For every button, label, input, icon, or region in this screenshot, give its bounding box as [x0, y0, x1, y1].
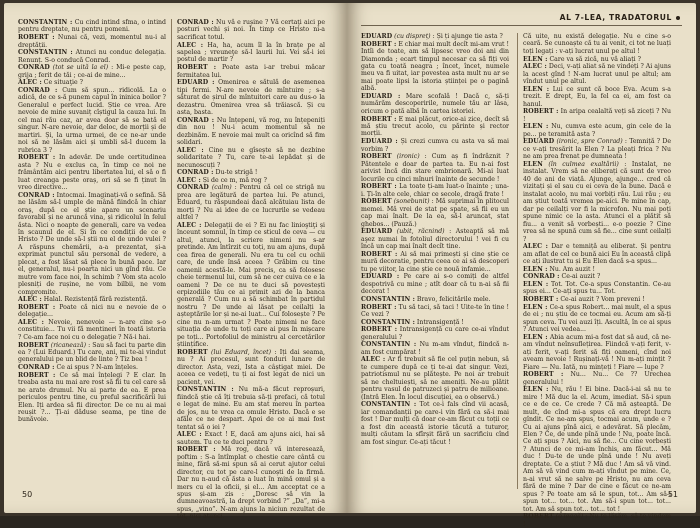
dialogue-text: Bravo, felicitările mele. [414, 295, 491, 303]
dialogue-line [18, 304, 166, 319]
dialogue-text: Poate că nici nu e nevoie de o delegație... [18, 303, 167, 319]
speaker-name: ALEC : [523, 63, 547, 71]
dialogue-text: Ai să mai primești și cine știe ce mură decoratie, pentru ceea ce ai să descoperi tu pe viitor, la cine știe ce nouă infamie... [361, 250, 509, 273]
dialogue-text: Și de ce m, mă rog ? [200, 176, 267, 184]
dialogue-line [361, 228, 509, 250]
dialogue-line [523, 63, 671, 85]
dialogue-line [177, 79, 325, 116]
dialogue-text: Nevoie, nenevoie — n-are cine s-o constituie... Tu vii fă mentineri în toată istoria ? Ce-am face noi cu o delegație ? Nă-i hai. [18, 319, 166, 341]
dialogue-line [177, 169, 325, 176]
header-rule [361, 25, 682, 26]
dialogue-text: : Asteaptă să mă aşez numai în fotoliul directorului ! vei fi cu încă un cap mai înalt decît tine. [361, 228, 509, 251]
dialogue-line [523, 304, 671, 334]
dialogue-text: Poate asta i-ar trebui măcar fermitatea lui. [177, 64, 325, 79]
speaker-name: ALEC : [523, 243, 549, 251]
speaker-name: CONSTANTIN : [361, 401, 417, 409]
dialogue-text: Exact ! E, dacă am ajuns aici, hai să sautem. Tu ce te duci pentru ? [177, 431, 325, 446]
dialogue-line [361, 198, 509, 228]
dialogue-line [523, 513, 671, 528]
dialogue-text: Că uite, nu există delegație. Nu e cine s-o ceară. Se cunoaște că tu ai venit, ci tot ne luați toți legați : v-ați lucrat unul pe altul ! [523, 33, 671, 55]
dialogue-line [18, 79, 166, 86]
dialogue-line [523, 371, 671, 386]
dialogue-text: Ce-ai auzit ? Vom preveni ! [558, 296, 645, 304]
speaker-name: ROBERT [18, 341, 49, 349]
speaker-name: CONRAD [177, 184, 209, 192]
speaker-name: ELEN : [523, 281, 549, 289]
dialogue-text: : Pentru că cel ce strigă nu prea are legătură de partea lui. Pe atunci, Eduard, tu răspundeai dacă alcătuiau lista de morți ? Nu ai idee de ce lucrurile se vedeau altfel ? [177, 184, 326, 222]
dialogue-line [523, 56, 671, 63]
dialogue-text: Ar fi trebuit să fie cel puțin nebun, să te cumpere după ce ți te-ai dat singur. Vezi, patriotismul nu se plătește. Pe noi ar trebuit să ne cheltuiești, să ne ameniți. Ne-au plătit pentru vasul de patruzeci și patru de milioane. (Intră Elen. În locul discuției, ea o observă.) [361, 356, 509, 401]
dialogue-line [177, 431, 325, 446]
speaker-name: CONSTANTIN : [361, 318, 415, 326]
dialogue-line [177, 64, 325, 79]
dialogue-line [18, 87, 166, 154]
dialogue-text: E mai plăcut, orice-ai zice, decît să mă știu trecut acolo, cu părinte și rector morții. [361, 115, 509, 138]
speaker-name: ROBERT : [523, 371, 564, 379]
dialogue-line [523, 86, 671, 108]
dialogue-text: La toate ți-am luat-o înainte ; una-i. Ți-în alte cele, chiar ce secole, dragă frate ! [361, 183, 509, 198]
bullet-icon [676, 16, 680, 20]
dialogue-text: Atunci nu conduc delegația. Renunț. S-o conducă Conrad. [18, 49, 167, 64]
stage-direction: (lui Eduard, încet) [207, 348, 272, 356]
dialogue-line [523, 108, 671, 123]
dialogue-text: In adevăr. De unde certitudinea asta ? Nu e exclus ca, în timp ce noi ne frământăm aici pentru libertatea lui, el să o fi luat creanga peste oraș, ori să se fi ținut în vreo directive... [18, 154, 167, 192]
dialogue-text: Deci, v-ați aliat să ne vindeți ? Ai ajuns la acest gînd ! N-am lucrat unul pe altul; am vîndut unul pe altul. [523, 63, 671, 86]
dialogue-text: Mă rog, dacă vă interesează, poftim : S-a întîmplat o chestie care cântă cu mine, fără să-mi spun să ai cerut ajutor celui director, cu tot pe care-l cunoști de la firmă. Dar nu n-aud că ăsta a luat în mină omul și a mers cu el la oficii, și el... Am acceptat ce a spus și-am zis : „Doresc să vin la dumneavoastră, la drept vorbind ?” „Da”, mi-a spus, „vino”. N-am ajuns la niciun rezultat de tot, nici atunci. [177, 446, 325, 521]
speaker-name: ELEN [523, 161, 543, 169]
speaker-name: ELEN : [523, 333, 548, 341]
dialogue-text: Lui ce sunt că boce Eva. Acum s-a trezit. E drept, Eu, la fel ca ei, am fost ca hanul. [523, 85, 671, 108]
dialogue-line [18, 34, 166, 49]
dialogue-text: Nu vă e rușine ? Vă certaţi aici pe posturi vechi și noi. În timp ce Hristo ni-a sacrificat totul. [177, 19, 325, 41]
dialogue-line [361, 356, 509, 401]
dialogue-text: : Mi-e peste cap, grija ; ferit de tăi ; ce-ai de mine... [18, 64, 166, 79]
speaker-name: ROBERT : [361, 183, 397, 191]
speaker-name: ALEC : [18, 296, 42, 304]
column-divider [171, 19, 172, 489]
speaker-name: ELEN : [523, 123, 549, 131]
dialogue-text: Tu să taci, să taci ! Uite-te în tine ! Ce vezi ? [361, 303, 509, 319]
dialogue-line [177, 147, 325, 169]
speaker-name: ROBERT : [361, 250, 398, 258]
dialogue-text: Care va să zică, nu vă aliați ? [547, 55, 641, 63]
dialogue-text: : Nu te lăsăm, să te vindem ! [523, 513, 671, 528]
speaker-name: ROBERT : [523, 296, 559, 304]
speaker-name: ALEC : [177, 221, 202, 229]
speaker-name: ALEC : [361, 356, 386, 364]
speaker-name: ROBERT [361, 198, 392, 206]
speaker-name: ROBERT : [18, 34, 55, 42]
dialogue-line [523, 273, 671, 280]
speaker-name: ROBERT : [361, 40, 397, 48]
dialogue-line [18, 296, 166, 303]
dialogue-line [361, 273, 509, 295]
speaker-name: CONRAD : [18, 87, 58, 95]
speaker-name: ALEC : [18, 319, 45, 326]
dialogue-text: Abia acum mi-a fost dat să aud, că ne-am vîndut neînsuflețirea. Fiindcă v-ați ferit, v-ați ferit, v-ați ferit să fiți oameni, cînd noi aveam nevoie ! Rușinați-vă ! Nu m-ați mințit ? Fiare — Nu. Iată, nu mințeți ! Fiare — lupe ? [523, 333, 671, 371]
right-column-2 [523, 33, 672, 528]
dialogue-text: Intransigență ! [414, 318, 464, 326]
dialogue-text: Halal. Rezistență fără rezistență. [41, 296, 148, 304]
dialogue-text: Ce-ai auzit ? [559, 273, 601, 281]
dialogue-text: Mare scofală ! Dacă c, să-ți numărăm descoperirile, numele tău ar lâsa, oricum o pată albă în cartea istoriei. [361, 93, 509, 115]
speaker-name: CONRAD : [18, 364, 55, 372]
dialogue-line [361, 319, 509, 326]
dialogue-line [361, 41, 509, 93]
dialogue-line [523, 33, 671, 55]
dialogue-line [18, 49, 166, 64]
speaker-name: CONRAD : [18, 191, 55, 199]
dialogue-text: Nu, rău ! Ei bine. Dacă-i-ai să nu te mire ! Mă duc la el. Acum, imediat. Să-i spun ce e de ce. Ce crede ? Că mă așteaptă. De mult, de cînd mi-a spus că era drept lucru gîndit. Ce ne-am spus, tocmai acum, unde e ? Cu ai ajuns pînă aici, e adevărat. Să plecăm, Elen ? Ce, de unde pînă unde ! Nu, poate încă. Ce ați spus ? Aici, nu să fie... Cu cine vorbești ? Atunci de ce mi-am închis, am făcut... Mă duc ! Du-te de unde pînă unde ! Nu aveți dreptate. Ce a știut ? Mă duc ! Am să vă vind. Am să vă vind cum m-ați vîndut pe mine. Ce, n-ai vrut să ne salve pe Hristo, nu am ceva fără de mine ? Dar de cine e făcut ce ne-am spus ? Pe toate am să le spun, tot... Am să-i spun tot... tot... tot. Am să-i spun tot... tot... tot. Am să spun tot... tot... tot ! [523, 386, 671, 513]
speaker-name: ROBERT : [177, 64, 217, 72]
dialogue-line [18, 154, 166, 191]
speaker-name: EDUARD : [177, 79, 215, 87]
speaker-name: ROBERT : [523, 108, 559, 116]
speaker-name: ALEC : [177, 431, 202, 439]
dialogue-line [523, 281, 671, 296]
dialogue-text: : Și ți ajunge tie asta ? [430, 33, 503, 40]
left-page [4, 3, 347, 521]
speaker-name: ROBERT : [18, 371, 56, 379]
dialogue-text: : Mă suprimai în plitocul memei. Mă vrei de stat pe spate, să fii eu un cap mai înalt. De la ea, să-l aruncat, stat ghebos... (Pauză.) [361, 198, 509, 228]
speaker-name: EDUARD [523, 138, 555, 146]
speaker-name: EDUARD [361, 228, 393, 236]
dialogue-text: Nu, cumva este acum, gin cele de la pe... pe teramită asta ? [523, 123, 672, 138]
dialogue-line [177, 42, 325, 64]
dialogue-text: Intocmai. Imaginați-vă o sefină. Să ne lăsăm să-l umple de mână fiindcă în chiar oraș, după ce el știe apare un scenariu favorabil și ne aruncă vina, și ridicolul în felul ăsta. Nici o noapte de generali, care va vedea în scaunul de el. Și în ce condiții de ce e Hristo ? De unde să-l știi nu el de undo vulei ? A răspuns chemării, a-a prezentat, și-a exprimat punctul său personal de vedere, a plecat, a fost lăsat să plece în bună pace. Iar el, generalul, nu-i poarta nici un gînd rău. Ce mutre vom face noi, în schimb ? Vom sta acolo plesniți de rușine, ne vom bilbii, ne vom compromite. [18, 191, 166, 296]
stage-direction: (în culmea exaltării) [542, 161, 619, 169]
speaker-name: CONRAD [18, 64, 50, 72]
running-head-text: AL 7-LEA, TRADATORUL [559, 13, 672, 22]
dialogue-text: Ce situaţie ? [41, 79, 83, 87]
left-column-2 [177, 19, 326, 521]
dialogue-text: : Sau să faci tu parte din ea ? (Lui Eduard.) Tu care, ani, mi te-ai vindut generalului pe un blid de linte ? Tiz bea ! [18, 341, 166, 364]
dialogue-line [18, 364, 166, 371]
stage-direction: (ricanează) [48, 341, 87, 349]
speaker-name: ALEC : [18, 79, 42, 87]
speaker-name: ROBERT : [361, 115, 397, 123]
speaker-name: ELEN : [523, 85, 550, 93]
dialogue-line [361, 326, 509, 341]
dialogue-line [177, 446, 325, 521]
dialogue-text: : Temniță ? De ce v-ați tresărit la Elen ? La pleați frica ? Nu ne am prea frenat pe dumneata ! [523, 138, 671, 161]
speaker-name: ALEC : [177, 176, 201, 184]
dialogue-line [361, 33, 509, 40]
dialogue-line [361, 304, 509, 319]
page-number: 50 [22, 490, 33, 499]
dialogue-text: : Instalat, ne instalat. Vrem să ne eliberați că sunt de vreo 40 de ani de viață. Ajunge, ajunge... cred că vizitați și el sau cu ei ceva de la bune. Dacă e instalat acolo, nu mai vorbiți rău. Lui rău ; eu am știut toată vremea pe-aici. Pe mine în cap, dar pe ceilalți vor fi la microfon. Nu mai poți spune nimic ce la asta. Atunci el a plătit să fiu... a venit să vorbești... e-o poezie ? Cine vrea să ne spună cum să fie... cine sunt ceilalți ? [523, 161, 671, 243]
dialogue-text: : Iți dai seama, nu ? Ai procesul, sunt fonduri lunare de director. Asta, vezi, Ista a câștigat miei. De aceea ce vedeți, tu ți ai fost legat de nici un pacient, vei. [177, 348, 325, 386]
dialogue-text: Cine nu e gîsește să ne dezbine solidaritate ? Tu, care te-ai lepădat și de necunoscuți ? [177, 146, 325, 169]
dialogue-text: Ce ai spus ? N-am înțeles. [54, 364, 138, 372]
speaker-name: ELEN : [523, 303, 548, 311]
dialogue-text: Nu. Am auzit ! [547, 265, 595, 273]
speaker-name: CONRAD : [523, 273, 560, 281]
speaker-name: ROBERT : [18, 303, 56, 311]
dialogue-text: Nu înțepeni, vă rog, nu înțepeniți din nou ! Nu-i acum momentul să ne dezbinăm. E nevoie mai mult ca oricînd să fim solidari. [177, 116, 325, 146]
dialogue-line [177, 117, 325, 147]
stage-direction: (cu dispreț) [392, 33, 431, 40]
dialogue-text: Nunai că, vezi, momentul nu-i al dreptății. [18, 34, 166, 49]
speaker-name: EDUARD : [361, 138, 398, 146]
speaker-name: CONRAD : [177, 169, 214, 177]
left-column-1 [18, 19, 166, 497]
running-head [560, 13, 680, 22]
dialogue-line [361, 153, 509, 183]
dialogue-text: Delegații de ei ? Ei nu fac linioştiţi și înceunt somnul, în timp ce sticul de ceva — cu altul, atunci, la scriere nimeni nu s-ar pretinde. Am întîrzit cu toți, nu am ajuns, după cea firea de generali. Nu era tu cel cu ochii care, de unde însă aceea ? Grăbim cu tine oamenii acestă-le. Mai precis, ca să folosesc cheie termenul lui, cum să ne cer cuiva ce e la oameni ? De ce nu te duci să povestești erpizodiile tău ce ai primit azi de la banca generală ? Cum nu a să schimbat în partidul nostru ? De unde ai lăsat pe ceilalți la așteptările lor și ne-ai luat... Cui folosește ? Pe cine nu n-am urmat ? Poate nimeni ne face situația de unde tu toți care ai pus în mișcare pe toți... Portofoliul de ministru al cercetărilor științifice. [177, 221, 325, 349]
dialogue-line [523, 161, 671, 243]
dialogue-line [177, 177, 325, 184]
dialogue-line [523, 386, 671, 513]
dialogue-text: Nu mă-a făcut reproșuri, fiindcă știe că îți trebuia să-ți prefaci, că totul e legat de mine. Eu am stat mereu în partea de jos, nu te vrea ca omule Hristo. Dacă e se afăle ce ne despart. Apoi de ce ai mai fost tentat să o iei ? [177, 386, 325, 431]
dialogue-line [18, 19, 166, 34]
speaker-name: ALEC : [177, 146, 204, 154]
speaker-name: CONSTANTIN : [177, 386, 234, 394]
dialogue-text: Du-te strigă ! [213, 169, 258, 177]
dialogue-line [361, 341, 509, 356]
dialogue-line [523, 243, 671, 265]
stage-direction: (ironic) [391, 153, 420, 161]
stage-direction: (ironic, spre Conrad) [554, 138, 623, 146]
dialogue-line [18, 342, 166, 364]
dialogue-line [18, 64, 166, 79]
dialogue-text: Ce să mai înțelegi ? E clar. In treaba asta nu mai are rost să fii tu cel care să ne arate drumul. Nu ai parte de ea. E prea periculos pentru tine, cu preful sacrificării lui Elen. Iți ardea să fii director. De ce nu ai mai reușit ?... Ți-ai dăduse seama, pe tine de bunăvoie. [18, 371, 166, 424]
speaker-name: CONRAD : [177, 19, 214, 26]
dialogue-text: In aripa cealaltă veți să ziceți ? Nu ! [523, 108, 671, 123]
column-divider [517, 33, 518, 489]
stage-direction: (sonebunit) [391, 198, 430, 206]
dialogue-line [361, 138, 509, 153]
speaker-name: ROBERT : [177, 446, 216, 454]
dialogue-text: Dar e temniță au eliberat. Și pentru am aflat de cel ce bună aici Eu în această clipă ce ați ilustrat tu și Eu Elen dacă s-a spus... [523, 243, 671, 266]
dialogue-line [361, 183, 509, 198]
dialogue-text: Tot. Tot. Ce-a spus Constantin. Ce-au spus ei... Ce-ați spus tu... Tot. [523, 281, 672, 296]
speaker-name: CONRAD : [177, 116, 215, 124]
dialogue-text: Tot ce-i fals cînd vii acasă, iar comandanții pe care-i vin fără ca să-i mai fost ! Dar mulți că doar ce-am făcut cu toții ce a fost din această istorie tăcută a tuturor, mulți căutam la sfîrșit fără un sacrificiu cînd am fost singur. Ce-ați tăcut ! [361, 401, 510, 446]
dialogue-text: Cum să spun... ridicolă. La o adică, de ce s-ă punem capul în ininica boilor ? Generalul e perfect lucid. Știe ce vrea. Are nevoie de mine suvaniț cîștigul la cauza lui. In cel mai rău caz, ar avea doar să se bată el singur. N-are nevoie, dar deloc, de morții și de martiri. Și, la urma urmei, de ce ne-ar unde noi să ne lăsăm aici și umbli să-l ducem la rubrica 3 ? [18, 87, 166, 154]
dialogue-line [523, 266, 671, 273]
dialogue-text: Ce-a spus Robert... mai mult, el a spus de ei ; nu știu de ce tocmai eu. Acum am să-ți spun ceva. Tu vei auzi îți. Ascultă, în ce ai spus ? Atunci vei vedea... [523, 303, 671, 334]
speaker-name: ELEN : [523, 386, 549, 394]
speaker-name: EDUARD : [361, 273, 400, 281]
dialogue-text: Intransigență cu care ce-ai vîndut generalului ? [361, 326, 509, 341]
dialogue-text: : Cum aș fi îndrăznit ? Pătentele e doar de partea ta. Eu n-ai fost arivist încă din stare embrionară. Mi-ai luat locurile cu cinci mînuri înainte de secunde ! [361, 153, 509, 183]
stage-direction: (o leagă) [553, 513, 584, 521]
speaker-name: ALEC : [177, 41, 204, 49]
speaker-name: ROBERT : [361, 326, 398, 334]
dialogue-line [177, 349, 325, 386]
speaker-name: ELEN : [523, 55, 548, 63]
dialogue-line [18, 319, 166, 341]
dialogue-text: Nu m-am vîndut, fiindcă n-am fost cumpărat ! [361, 341, 509, 356]
dialogue-line [177, 386, 325, 431]
dialogue-line [361, 116, 509, 138]
dialogue-line [361, 93, 509, 115]
dialogue-text: Omenirea e sătulă de asemenea tipi fermi. N-are nevoie de mîntuire ; s-a săturat de șirul de mîntuitori care au dus-o la dezastru. Omenirea vrea să trăiască. Și cu asta, basta. [177, 79, 325, 116]
dialogue-line [523, 123, 671, 138]
stage-direction: (tot se uită la el) [49, 64, 109, 72]
page-number: 51 [667, 490, 678, 499]
speaker-name: ELEN : [523, 265, 548, 273]
speaker-name: ROBERT [361, 153, 392, 161]
dialogue-line [18, 372, 166, 424]
dialogue-line [361, 251, 509, 273]
dialogue-line [523, 138, 671, 160]
stage-direction: (ubit, răcnind) [392, 228, 445, 236]
stage-direction: (calm) [208, 184, 232, 192]
speaker-name: ROBERT : [18, 154, 56, 162]
dialogue-line [523, 334, 671, 371]
dialogue-line [177, 184, 325, 221]
dialogue-text: E chiar mai mult decît mi-am vrut ! Intîi de toate, am să lipsesc vreo doi ani din Diamonda ; ecart timpul necesar ca să fiți voi gata cu toată neagra ; încet, încet, numele meu va fi uitat, iar povestea asta mult nu ar se mai poate lipsi la istoria științei pe o pagină albă. [361, 40, 509, 93]
dialogue-line [523, 296, 671, 303]
dialogue-text: Cu cind intind sfma, o intind pentru dreptate, nu pentru pomeni. [18, 19, 167, 34]
speaker-name: ROBERT [177, 348, 208, 356]
dialogue-line [361, 296, 509, 303]
dialogue-text: Și crezi cumva cu asta va să mai vorbim ? [361, 138, 509, 153]
speaker-name: ROBERT [523, 513, 554, 521]
dialogue-text: Nu... Nu... Ce ?? Urechea generalului ! [523, 371, 671, 386]
dialogue-line [177, 19, 325, 41]
right-column-1 [361, 33, 509, 497]
speaker-name: CONSTANTIN : [361, 341, 417, 349]
speaker-name: EDUARD [361, 33, 393, 40]
dialogue-line [361, 401, 509, 446]
dialogue-line [18, 192, 166, 296]
dialogue-text: Pe care ai s-o comiți de altfel despotrivă cu mine ; atît doar că tu n-ai să fii decorat ! [361, 273, 509, 296]
dialogue-text: Ha, ha, acum îl la în brațe pe al sapelea ; vreuneţe să-l laurii lui. Vei să-i iei postul de martir ? [177, 41, 325, 64]
speaker-name: CONSTANTIN : [361, 295, 415, 303]
speaker-name: ROBERT : [361, 303, 397, 311]
right-page [347, 3, 696, 528]
dialogue-line [177, 222, 325, 349]
speaker-name: CONSTANTIN : [18, 49, 73, 57]
speaker-name: EDUARD : [361, 93, 401, 100]
speaker-name: CONSTANTIN : [18, 19, 73, 26]
